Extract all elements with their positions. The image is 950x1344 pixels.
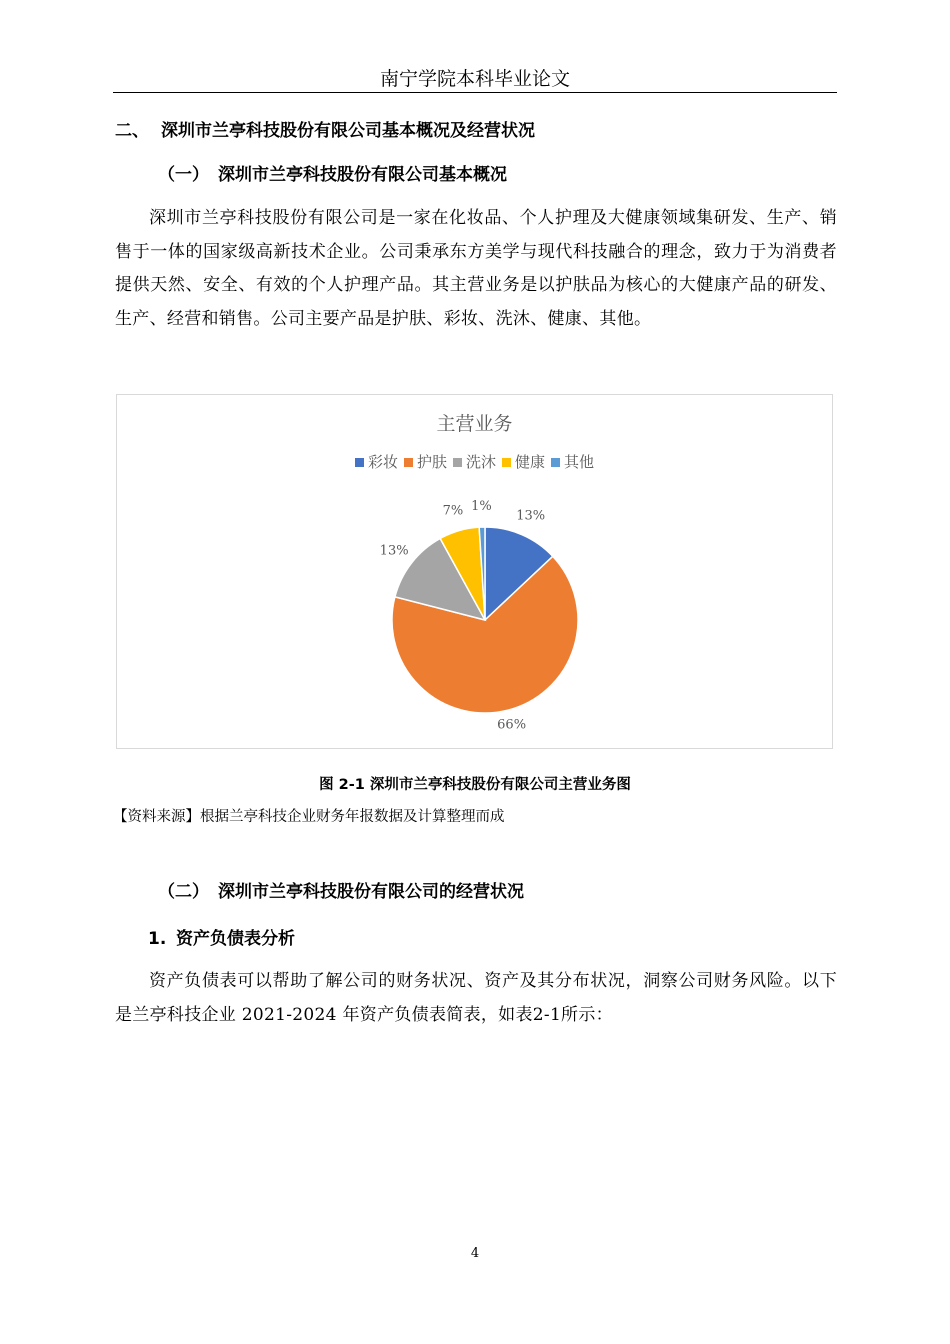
balance-sheet-paragraph: 资产负债表可以帮助了解公司的财务状况、资产及其分布状况，洞察公司财务风险。以下是兰亭科技企业 2021-2024 年资产负债表简表，如表2-1所示：	[115, 971, 837, 1025]
pie-data-label: 13%	[516, 508, 546, 524]
page-header: 南宁学院本科毕业论文	[379, 68, 570, 90]
subsection-number: （一）	[158, 165, 209, 185]
pie-data-label: 13%	[379, 543, 409, 559]
overview-paragraph: 深圳市兰亭科技股份有限公司是一家在化妆品、个人护理及大健康领域集研发、生产、销售于一体的国家级高新技术企业。公司秉承东方美学与现代科技融合的理念，致力于为消费者提供天然、安全、有效的个人护理产品。其主营业务是以护肤品为核心的大健康产品的研发、生产、经营和销售。公司主要产品是护肤、彩妆、洗沐、健康、其他。	[115, 208, 837, 329]
item-heading	[148, 926, 295, 952]
subsection-heading-2	[158, 879, 524, 905]
legend-label: 洗沐	[465, 453, 496, 471]
header-rule	[113, 92, 837, 93]
pie-chart	[116, 394, 833, 749]
pie-data-label: 7%	[442, 503, 464, 519]
subsection-title: 深圳市兰亭科技股份有限公司基本概况	[218, 165, 507, 185]
legend-label: 其他	[564, 453, 595, 471]
figure-source: 【资料来源】根据兰亭科技企业财务年报数据及计算整理而成	[113, 809, 505, 825]
subsection-number: （二）	[158, 882, 209, 902]
legend-label: 彩妆	[367, 453, 398, 471]
subsection-title: 深圳市兰亭科技股份有限公司的经营状况	[218, 882, 524, 902]
legend-label: 护肤	[416, 453, 447, 471]
subsection-heading-1	[158, 162, 507, 188]
chart-title: 主营业务	[436, 413, 513, 435]
section-title: 深圳市兰亭科技股份有限公司基本概况及经营状况	[161, 121, 535, 141]
page-number: 4	[470, 1246, 480, 1261]
section-number: 二、	[115, 121, 149, 141]
pie-plot	[117, 395, 834, 750]
section-heading	[115, 118, 535, 144]
pie-data-label: 1%	[471, 499, 492, 515]
legend-label: 健康	[515, 453, 546, 471]
figure-caption: 图 2-1 深圳市兰亭科技股份有限公司主营业务图	[319, 777, 631, 793]
pie-data-label: 66%	[497, 717, 527, 733]
item-title: 资产负债表分析	[176, 929, 295, 949]
item-number: 1.	[148, 929, 167, 949]
